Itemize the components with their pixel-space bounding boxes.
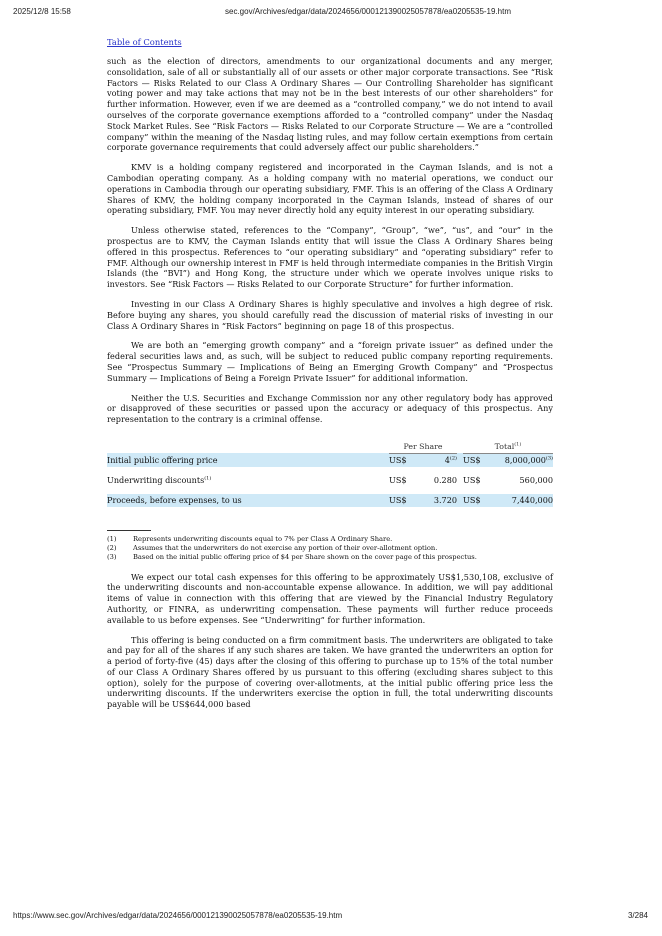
row-label: Initial public offering price xyxy=(107,453,389,467)
footnote: (2) Assumes that the underwriters do not exercise any portion of their over-allotment option. xyxy=(107,544,438,553)
footnote-divider xyxy=(107,530,151,531)
table-row: Proceeds, before expenses, to us US$ 3.720 US$ 7,440,000 xyxy=(107,495,553,506)
document-body xyxy=(107,37,553,710)
footnote: (1) Represents underwriting discounts equal to 7% per Class A Ordinary Share. xyxy=(107,534,393,543)
footnote: (3) Based on the initial public offering price of $4 per Share shown on the cover page of this prospectus. xyxy=(107,553,477,562)
paragraph-expenses: We expect our total cash expenses for this offering to be approximately US$1,530,108, exclusive of the underwriting discounts and non-accountable expense allowance. In addition, we will pay additional items of value in connection with this offering that are viewed by the Financial Industry Regulatory Authority, or FINRA, as underwriting compensation. These payments will further reduce proceeds available to us before expenses. See “Underwriting” for further information. xyxy=(107,571,553,625)
table-row: Initial public offering price US$ 4$^{(2)}$ US$ 8,000,000$^{(3)}$ xyxy=(107,455,553,466)
print-timestamp: 2025/12/8 15:58 xyxy=(13,7,71,16)
pricing-table xyxy=(107,440,553,507)
per-share-header: Per Share xyxy=(389,440,457,454)
table-of-contents-link[interactable]: Table of Contents xyxy=(107,37,182,47)
print-page-number: 3/284 xyxy=(627,911,648,920)
row-label: Underwriting discounts$^{(1)}$ xyxy=(107,475,212,486)
paragraph-risk-warning: Investing in our Class A Ordinary Shares is highly speculative and involves a high degree of risk. Before buying any shares, you should carefully read the discussion of material risks of investing in our Class A Ordinary Shares in “Risk Factors” beginning on page 18 of this prospectus. xyxy=(107,298,553,331)
print-page-title: sec.gov/Archives/edgar/data/2024656/000121390025057878/ea0205535-19.htm xyxy=(225,7,512,16)
paragraph-emerging-growth: We are both an “emerging growth company” and a “foreign private issuer” as defined under the federal securities laws and, as such, will be subject to reduced public company reporting requirements. See “Prospectus Summary — Implications of Being an Emerging Growth Company” and “Prospectus Summary — Implications of Being a Foreign Private Issuer” for additional information. xyxy=(107,340,553,383)
paragraph-sec-disclaimer: Neither the U.S. Securities and Exchange Commission nor any other regulatory body has approved or disapproved of these securities or passed upon the accuracy or adequacy of this prospectus. Any representation to the contrary is a criminal offense. xyxy=(107,392,553,425)
paragraph-references: Unless otherwise stated, references to the “Company”, “Group”, “we”, “us”, and “our” in the prospectus are to KMV, the Cayman Islands entity that will issue the Class A Ordinary Shares being offered in this prospectus. References to “our operating subsidiary” and “operating subsidiary” refer to FMF. Although our ownership interest in FMF is held through intermediate companies in the British Virgin Islands (the “BVI”) and Hong Kong, the structure under which we operate involves unique risks to investors. See “Risk Factors — Risks Related to our Corporate Structure” for further information. xyxy=(107,225,553,290)
paragraph-holding-company: KMV is a holding company registered and incorporated in the Cayman Islands, and is not a Cambodian operating company. As a holding company with no material operations, we conduct our operations in Cambodia through our operating subsidiary, FMF. This is an offering of the Class A Ordinary Shares of KMV, the holding company incorporated in the Cayman Islands, instead of shares of our operating subsidiary, FMF. You may never directly hold any equity interest in our operating subsidiary. xyxy=(107,162,553,216)
paragraph-controlled-company: such as the election of directors, amendments to our organizational documents and any merger, consolidation, sale of all or substantially all of our assets or other major corporate transactions. See “Risk Factors — Risks Related to our Class A Ordinary Shares — Our Controlling Shareholder has significant voting power and may take actions that may not be in the best interests of our other shareholders” for further information. However, even if we are deemed as a “controlled company,” we do not intend to avail ourselves of the corporate governance exemptions afforded to a “controlled company” under the Nasdaq Stock Market Rules. See “Risk Factors — Risks Related to our Corporate Structure — We are a “controlled company” within the meaning of the Nasdaq listing rules, and may follow certain exemptions from certain corporate governance requirements that could adversely affect our public shareholders.” xyxy=(107,56,553,153)
total-header: Total$^{(1)}$ xyxy=(463,440,553,454)
pricing-table-header xyxy=(107,440,553,454)
paragraph-firm-commitment: This offering is being conducted on a firm commitment basis. The underwriters are obligated to take and pay for all of the shares if any such shares are taken. We have granted the underwriters an option for a period of forty-five (45) days after the closing of this offering to purchase up to 15% of the total number of our Class A Ordinary Shares offered by us pursuant to this offering (excluding shares subject to this option), solely for the purpose of covering over-allotments, at the initial public offering price less the underwriting discounts. If the underwriters exercise the option in full, the total underwriting discounts payable will be US$644,000 based xyxy=(107,634,553,710)
table-row: Underwriting discounts$^{(1)}$ US$ 0.280 US$ 560,000 xyxy=(107,475,553,486)
print-footer-url: https://www.sec.gov/Archives/edgar/data/2024656/000121390025057878/ea0205535-19.htm xyxy=(13,911,343,920)
row-label: Proceeds, before expenses, to us xyxy=(107,494,389,507)
